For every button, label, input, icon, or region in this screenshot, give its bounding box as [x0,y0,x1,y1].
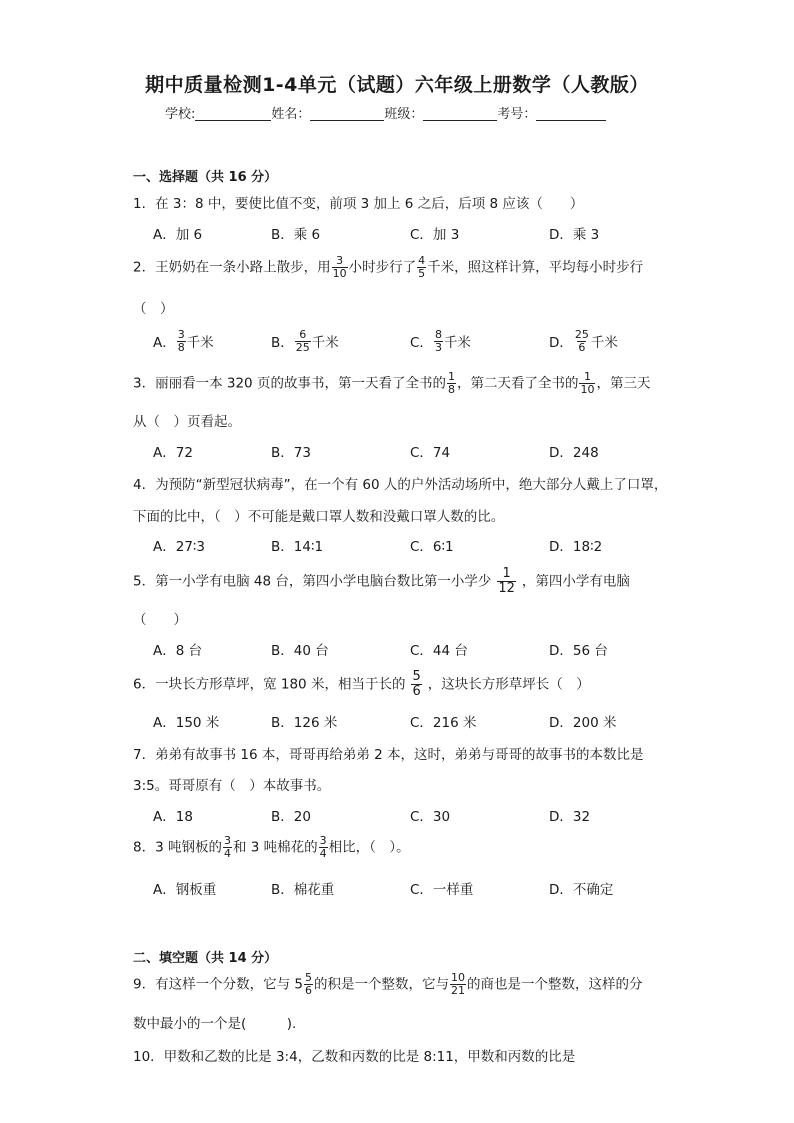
q2-a-den: 8 [177,340,185,354]
question-5-text [133,567,630,596]
class-blank[interactable] [423,107,497,121]
q3-pre: 3．丽丽看一本 320 页的故事书，第一天看了全书的 [133,375,446,392]
q4-option-a[interactable]: A．27∶3 [153,539,206,555]
q3-option-a[interactable]: A．72 [153,445,193,461]
q9-pre: 9．有这样一个分数，它与 5 [133,976,303,993]
question-8-options [153,873,713,903]
q2-b-num: 6 [299,327,307,341]
q5-fraction [497,567,516,596]
q2-d-label: D． [549,335,573,351]
q3-f1-numerator: 1 [447,370,455,383]
q2-c-den: 3 [434,340,442,354]
question-6-options [153,706,713,736]
q8-f1-denominator: 4 [223,847,231,860]
q2-mid: 小时步行了 [348,259,417,276]
q3-f2-numerator: 1 [583,370,591,383]
question-3-text [133,371,650,396]
q2-a-unit: 千米 [186,335,214,351]
question-5-line2: （ ） [133,612,187,628]
q8-f1-numerator: 3 [223,834,231,847]
section-choice-title: 一、选择题（共 16 分） [133,170,278,185]
q5-numerator: 1 [502,566,511,581]
q6-denominator: 6 [412,684,421,699]
question-2-options [153,326,713,356]
q7-option-d[interactable]: D．32 [549,809,591,825]
q8-f2-numerator: 3 [319,834,327,847]
question-9-line2: 数中最小的一个是( ). [133,1016,297,1032]
q8-option-d[interactable]: D．不确定 [549,882,614,898]
q7-option-a[interactable]: A．18 [153,809,193,825]
question-10-text: 10．甲数和乙数的比是 3:4，乙数和丙数的比是 8:11，甲数和丙数的比是 [133,1049,576,1065]
q2-a-label: A． [153,335,176,351]
q5-option-b[interactable]: B．40 台 [271,643,329,659]
q3-post: ，第三天 [596,375,651,392]
q9-f1-denominator: 6 [304,984,312,997]
q2-b-fraction [295,329,311,354]
q2-d-unit: 千米 [590,335,618,351]
question-3-line2: 从（ ）页看起。 [133,414,241,430]
q5-option-d[interactable]: D．56 台 [549,643,608,659]
q2-f2-denominator: 5 [418,267,426,280]
q2-f1-numerator: 3 [336,254,344,267]
q8-option-c[interactable]: C．一样重 [410,882,474,898]
question-8-text [133,835,410,860]
q5-pre: 5．第一小学有电脑 48 台，第四小学电脑台数比第一小学少 [133,573,492,590]
q7-option-c[interactable]: C．30 [410,809,451,825]
q9-f2-denominator: 21 [450,984,465,997]
q2-b-label: B． [271,335,294,351]
question-6-text [133,670,590,699]
q5-post: ，第四小学有电脑 [521,573,630,590]
q3-f2-denominator: 10 [580,383,595,396]
id-label: 考号： [497,107,537,122]
q3-fraction-1 [447,371,456,396]
q2-f1-denominator: 10 [332,267,347,280]
q9-post: 的商也是一个整数，这样的分 [466,976,643,993]
q2-c-label: C． [410,335,433,351]
q2-a-num: 3 [177,327,185,341]
q6-option-b[interactable]: B．126 米 [271,715,338,731]
q5-option-c[interactable]: C．44 台 [410,643,468,659]
question-7-text: 7．弟弟有故事书 16 本，哥哥再给弟弟 2 本，这时，弟弟与哥哥的故事书的本数比是 [133,747,644,763]
q5-denominator: 12 [498,581,515,596]
question-4-text: 4．为预防“新型冠状病毒”，在一个有 60 人的户外活动场所中，绝大部分人戴上了口罩， [133,477,668,493]
q8-post: 相比，（ ）。 [328,839,410,856]
q8-fraction-2 [319,835,328,860]
question-3-options [153,436,713,466]
q6-option-d[interactable]: D．200 米 [549,715,617,731]
q9-mid: 的积是一个整数，它与 [313,976,449,993]
q2-b-unit: 千米 [311,335,339,351]
q2-option-b[interactable] [271,326,339,356]
q1-option-c[interactable]: C．加 3 [410,227,460,243]
q9-f2-numerator: 10 [450,971,465,984]
q6-numerator: 5 [412,669,421,684]
q2-d-num: 25 [574,327,589,341]
q2-option-a[interactable] [153,326,214,356]
school-blank[interactable] [195,107,271,121]
q6-pre: 6．一块长方形草坪，宽 180 米，相当于长的 [133,676,406,693]
id-blank[interactable] [536,107,606,121]
q8-option-a[interactable]: A．钢板重 [153,882,217,898]
question-4-options [153,530,713,560]
question-5-options [153,634,713,664]
q2-post: 千米，照这样计算，平均每小时步行 [427,259,644,276]
q1-option-a[interactable]: A．加 6 [153,227,203,243]
name-blank[interactable] [310,107,384,121]
page-title: 期中质量检测1-4单元（试题）六年级上册数学（人教版） [145,74,649,96]
question-4-line2: 下面的比中，（ ）不可能是戴口罩人数和没戴口罩人数的比。 [133,509,505,525]
q8-mid: 和 3 吨棉花的 [232,839,318,856]
q9-f1-numerator: 5 [304,971,312,984]
q4-option-b[interactable]: B．14∶1 [271,539,324,555]
q9-fraction-1 [304,972,313,997]
q8-f2-denominator: 4 [319,847,327,860]
q2-a-fraction [177,329,186,354]
q4-option-c[interactable]: C．6∶1 [410,539,454,555]
q2-d-fraction [574,329,590,354]
question-9-text [133,972,642,997]
q3-option-c[interactable]: C．74 [410,445,451,461]
q6-post: ，这块长方形草坪长（ ） [427,676,590,693]
q2-f2-numerator: 4 [418,254,426,267]
name-label: 姓名： [271,107,311,122]
q2-d-den: 6 [578,340,586,354]
q3-mid: ，第二天看了全书的 [456,375,579,392]
q8-pre: 8．3 吨钢板的 [133,839,222,856]
q2-c-unit: 千米 [443,335,471,351]
q8-fraction-1 [223,835,232,860]
question-1-options [153,218,713,248]
question-7-line2: 3:5。哥哥原有（ ）本故事书。 [133,778,331,794]
q3-option-d[interactable]: D．248 [549,445,599,461]
q2-c-num: 8 [434,327,442,341]
q2-c-fraction [434,329,443,354]
question-2-line2: （ ） [133,301,174,317]
q6-fraction [411,670,421,699]
q2-fraction-1 [332,255,348,280]
q8-option-b[interactable]: B．棉花重 [271,882,335,898]
school-label: 学校: [165,107,196,122]
q3-f1-denominator: 8 [447,383,455,396]
q2-pre: 2．王奶奶在一条小路上散步，用 [133,259,331,276]
question-2-text [133,255,643,280]
q1-option-b[interactable]: B．乘 6 [271,227,321,243]
q4-option-d[interactable]: D．18∶2 [549,539,603,555]
q7-option-b[interactable]: B．20 [271,809,311,825]
student-info-row [165,103,606,122]
q2-b-den: 25 [295,340,310,354]
section-fill-title: 二、填空题（共 14 分） [133,951,278,966]
q2-option-d[interactable] [549,326,618,356]
class-label: 班级： [384,107,424,122]
question-1-text: 1．在 3：8 中，要使比值不变，前项 3 加上 6 之后，后项 8 应该（ ） [133,196,584,212]
q3-fraction-2 [579,371,595,396]
q1-option-d[interactable]: D．乘 3 [549,227,600,243]
q3-option-b[interactable]: B．73 [271,445,311,461]
q9-fraction-2 [450,972,466,997]
q2-fraction-2 [417,255,426,280]
q5-option-a[interactable]: A．8 台 [153,643,203,659]
question-7-options [153,800,713,830]
q6-option-c[interactable]: C．216 米 [410,715,477,731]
q6-option-a[interactable]: A．150 米 [153,715,220,731]
q2-option-c[interactable] [410,326,471,356]
